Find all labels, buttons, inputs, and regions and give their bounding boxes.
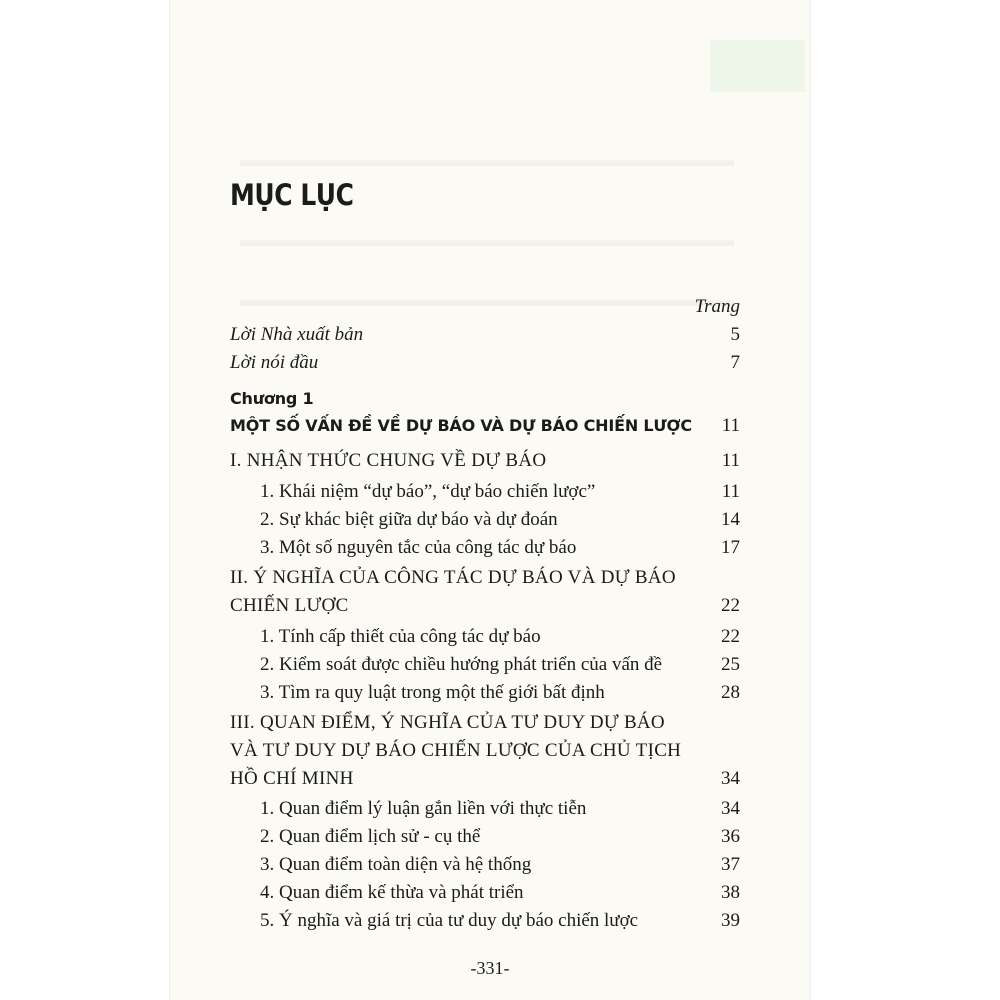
toc-entry-page: 34 (721, 798, 740, 819)
toc-entry-text: Lời nói đầu (230, 352, 319, 373)
toc-entry-page: 28 (721, 682, 740, 703)
toc-entry-text: 2. Sự khác biệt giữa dự báo và dự đoán (260, 509, 558, 530)
toc-entry-text: 2. Kiểm soát được chiều hướng phát triển của vấn đề (260, 654, 663, 675)
toc-entry-text: 1. Tính cấp thiết của công tác dự báo (260, 626, 541, 647)
bleed-through-text (240, 290, 734, 312)
toc-entry-text: 2. Quan điểm lịch sử - cụ thể (260, 826, 481, 847)
toc-entry-page: 34 (721, 768, 740, 789)
bleed-through-text (240, 230, 734, 252)
toc-entry-page: 17 (721, 537, 740, 558)
toc-entry-page: 5 (730, 324, 740, 345)
page-title: MỤC LỤC (230, 178, 354, 212)
toc-entry-text: 5. Ý nghĩa và giá trị của tư duy dự báo chiến lược (260, 910, 639, 931)
toc-entry-text: Lời Nhà xuất bản (230, 324, 364, 345)
toc-entry-page: 14 (721, 509, 740, 530)
toc-entry-page: 37 (721, 854, 740, 875)
toc-entry-text: Chương 1 (230, 389, 314, 408)
toc-entry-text: HỒ CHÍ MINH (230, 768, 354, 789)
toc-entry-page: 36 (721, 826, 740, 847)
toc-entry-page: 39 (721, 910, 740, 931)
toc-entry-page: 38 (721, 882, 740, 903)
page-column-label: Trang (694, 296, 740, 317)
toc-entry-text: 4. Quan điểm kế thừa và phát triển (260, 882, 524, 903)
toc-entry-text: 3. Quan điểm toàn diện và hệ thống (260, 854, 532, 875)
toc-entry-page: 11 (721, 415, 740, 436)
toc-entry-text: CHIẾN LƯỢC (230, 595, 349, 616)
book-page (170, 0, 810, 1000)
toc-entry-text: 3. Tìm ra quy luật trong một thế giới bất định (260, 682, 605, 703)
toc-entry-text: 1. Khái niệm “dự báo”, “dự báo chiến lược” (260, 481, 596, 502)
toc-entry-text: 1. Quan điểm lý luận gắn liền với thực tiễn (260, 798, 587, 819)
toc-entry-page: 11 (721, 481, 740, 502)
toc-entry-page: 25 (721, 654, 740, 675)
bleed-through-text (240, 150, 734, 172)
page-number: -331- (470, 958, 510, 978)
toc-entry-text: II. Ý NGHĨA CỦA CÔNG TÁC DỰ BÁO VÀ DỰ BÁO (230, 567, 676, 588)
toc-entry-text: VÀ TƯ DUY DỰ BÁO CHIẾN LƯỢC CỦA CHỦ TỊCH (230, 740, 682, 761)
toc-entry-text: I. NHẬN THỨC CHUNG VỀ DỰ BÁO (230, 450, 547, 471)
toc-entry-text: III. QUAN ĐIỂM, Ý NGHĨA CỦA TƯ DUY DỰ BÁO (230, 712, 665, 733)
toc-entry-page: 11 (721, 450, 740, 471)
toc-entry-page: 22 (721, 626, 740, 647)
bleed-through-tab (710, 40, 805, 92)
toc-entry-text: MỘT SỐ VẤN ĐỀ VỀ DỰ BÁO VÀ DỰ BÁO CHIẾN LƯỢC (230, 416, 692, 435)
toc-entry-page: 7 (730, 352, 740, 373)
toc-entry-text: 3. Một số nguyên tắc của công tác dự báo (260, 537, 577, 558)
toc-entry-page: 22 (721, 595, 740, 616)
